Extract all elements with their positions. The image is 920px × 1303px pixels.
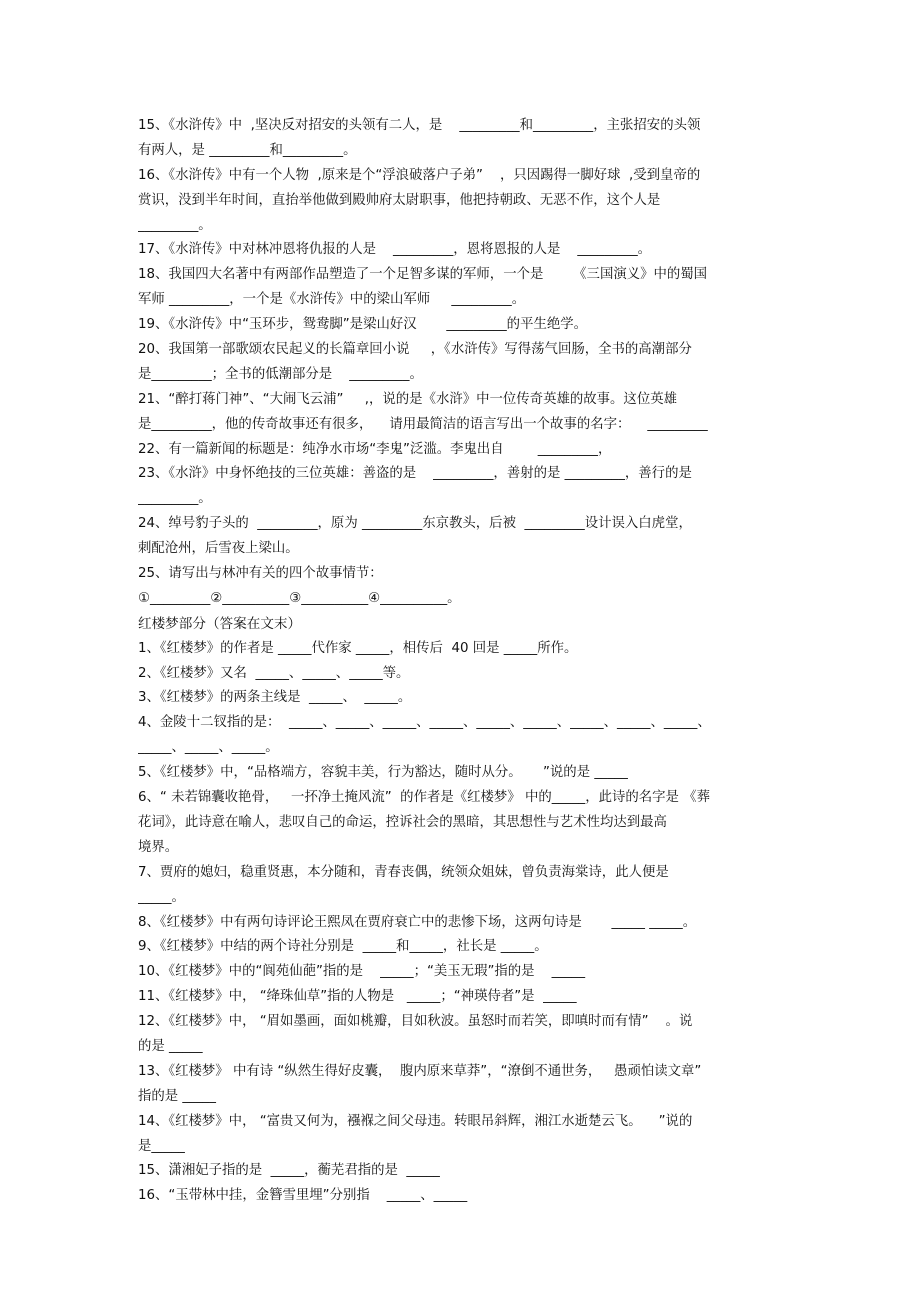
text-line: 15、《水浒传》中 ,坚决反对招安的头领有二人，是 _________和_________，主张招安的头领	[138, 118, 701, 133]
text-line: 16、《水浒传》中有一个人物 ,原来是个“浮浪破落户子弟” ，只因踢得一脚好球 ,受到皇帝的	[138, 167, 701, 183]
text-line: 15、潇湘妃子指的是 _____，蘅芜君指的是 _____	[138, 1163, 440, 1179]
text-line: 是_____	[138, 1138, 185, 1154]
text-line: 16、“玉带林中挂，金簪雪里埋”分别指 _____、_____	[138, 1188, 468, 1204]
text-line: 有两人，是 _________和_________。	[138, 142, 357, 158]
text-line: 19、《水浒传》中“玉环步，鸳鸯脚”是梁山好汉 _________的平生绝学。	[138, 317, 588, 333]
text-line: 9、《红楼梦》中结的两个诗社分别是 _____和_____，社长是 _____。	[138, 939, 548, 955]
text-line: 8、《红楼梦》中有两句诗评论王熙凤在贾府衰亡中的悲惨下场，这两句诗是 _____ _____。	[138, 914, 697, 930]
text-line: 境界。	[138, 839, 179, 855]
text-line: 21、“醉打蒋门神”、“大闹飞云浦” ,，说的是《水浒》中一位传奇英雄的故事。这位英雄	[138, 391, 677, 407]
text-line: 23、《水浒》中身怀绝技的三位英雄：善盗的是 _________，善射的是 _________，善行的是	[138, 466, 692, 482]
text-line: 的是 _____	[138, 1038, 203, 1054]
text-line: 22、有一篇新闻的标题是：纯净水市场“李鬼”泛滥。李鬼出自 _________，	[138, 441, 612, 457]
text-line: 2、《红楼梦》又名 _____、_____、_____等。	[138, 665, 410, 681]
text-line: 14、《红楼梦》中， “富贵又何为，襁褓之间父母违。转眼吊斜辉，湘江水逝楚云飞。 ”说的	[138, 1113, 693, 1129]
text-line: _____、_____、_____。	[138, 740, 279, 756]
text-line: 刺配沧州，后雪夜上梁山。	[138, 541, 299, 557]
text-line: 军师 _________，一个是《水浒传》中的梁山军师 _________。	[138, 292, 526, 308]
text-line: 7、贾府的媳妇，稳重贤惠，本分随和，青春丧偶，统领众姐妹，曾负责海棠诗，此人便是	[138, 864, 669, 880]
text-line: 12、《红楼梦》中， “眉如墨画，面如桃瓣，目如秋波。虽怒时而若笑，即嗔时而有情” 。说	[138, 1014, 693, 1030]
section-heading: 红楼梦部分（答案在文末）	[138, 615, 302, 632]
text-line: 赏识，没到半年时间，直抬举他做到殿帅府太尉职事，他把持朝政、无恶不作，这个人是	[138, 192, 661, 208]
document-page	[138, 114, 788, 1209]
text-line: 3、《红楼梦》的两条主线是 _____、 _____。	[138, 690, 412, 706]
text-line: 13、《红楼梦》 中有诗 “纵然生得好皮囊， 腹内原来草莽”，“潦倒不通世务， 愚顽怕读文章”	[138, 1063, 702, 1079]
text-line: _________。	[138, 491, 212, 507]
text-line: 是_________；全书的低潮部分是 _________。	[138, 366, 423, 382]
text-line: 1、《红楼梦》的作者是 _____代作家 _____，相传后 40 回是 _____所作。	[138, 640, 578, 656]
text-line: 25、请写出与林冲有关的四个故事情节：	[138, 566, 383, 582]
text-line: 18、我国四大名著中有两部作品塑造了一个足智多谋的军师，一个是 《三国演义》中的蜀国	[138, 267, 708, 283]
text-line: 5、《红楼梦》中，“品格端方，容貌丰美，行为豁达，随时从分。 ”说的是 _____	[138, 765, 628, 781]
text-line: 24、绰号豹子头的 _________，原为 _________东京教头，后被 _________设计误入白虎堂，	[138, 516, 692, 532]
text-line: 4、金陵十二钗指的是： _____、_____、_____、_____、_____、_____、_____、_____、_____、	[138, 715, 711, 731]
text-line: 11、《红楼梦》中， “绛珠仙草”指的人物是 _____；“神瑛侍者”是 _____	[138, 989, 577, 1005]
text-line: 10、《红楼梦》中的“阆苑仙葩”指的是 _____；“美玉无瑕”指的是 _____	[138, 964, 586, 980]
text-line: _________。	[138, 217, 212, 233]
text-line: 6、“ 未若锦囊收艳骨， 一抔净土掩风流” 的作者是《红楼梦》 中的_____，此诗的名字是 《葬	[138, 790, 710, 806]
text-line: 指的是 _____	[138, 1088, 216, 1104]
text-line: 17、《水浒传》中对林冲恩将仇报的人是 _________，恩将恩报的人是 _________。	[138, 242, 652, 258]
text-line: 20、我国第一部歌颂农民起义的长篇章回小说 ，《水浒传》写得荡气回肠，全书的高潮部分	[138, 342, 692, 358]
text-line: _____。	[138, 889, 185, 905]
text-line: ①_________②__________③__________④__________。	[138, 590, 461, 606]
text-line: 是_________，他的传奇故事还有很多， 请用最简洁的语言写出一个故事的名字： _________	[138, 416, 708, 432]
text-line: 花词》，此诗意在喻人，悲叹自己的命运，控诉社会的黑暗，其思想性与艺术性均达到最高	[138, 814, 667, 830]
